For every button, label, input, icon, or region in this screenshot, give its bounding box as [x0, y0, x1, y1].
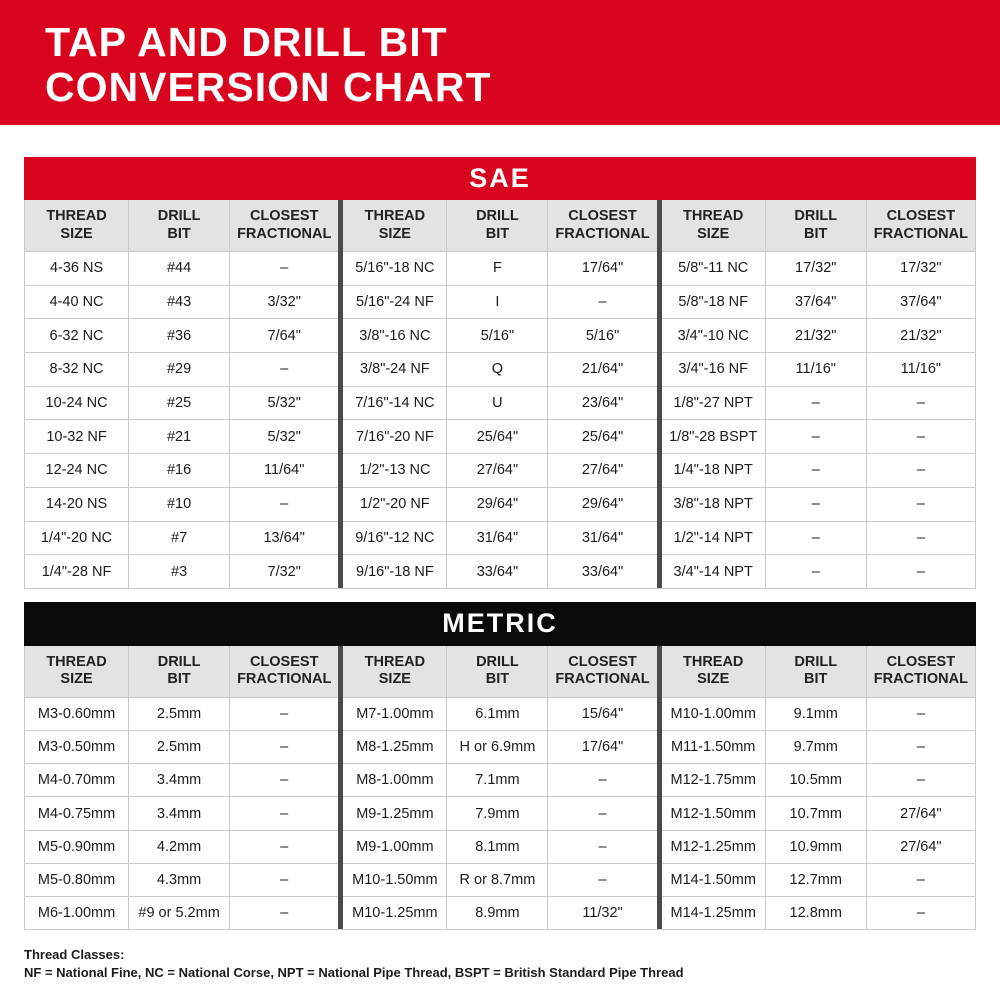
cell-closest-fractional: – [230, 252, 338, 285]
cell-closest-fractional: – [548, 286, 656, 319]
cell-thread-size: M3-0.60mm [25, 698, 128, 730]
cell-drill-bit: 5/16" [447, 319, 547, 352]
cell-drill-bit: 9.1mm [766, 698, 866, 730]
cell-drill-bit: 31/64" [447, 522, 547, 555]
col-header-line1: DRILL [157, 653, 201, 670]
cell-drill-bit: 17/32" [766, 252, 866, 285]
cell-closest-fractional: 5/32" [230, 387, 338, 420]
cell-drill-bit: 9.7mm [766, 731, 866, 763]
cell-thread-size: 6-32 NC [25, 319, 128, 352]
col-header-thread-size [25, 646, 128, 697]
cell-closest-fractional: 21/32" [867, 319, 975, 352]
cell-drill-bit: 7.1mm [447, 764, 547, 796]
cell-thread-size: M9-1.00mm [343, 831, 446, 863]
col-header-line1: DRILL [157, 208, 201, 225]
cell-closest-fractional: – [230, 764, 338, 796]
col-header-line2: FRACTIONAL [237, 671, 332, 688]
cell-drill-bit: I [447, 286, 547, 319]
col-header-line1: CLOSEST [568, 208, 637, 225]
col-header-line2: SIZE [697, 671, 730, 688]
cell-closest-fractional: – [867, 897, 975, 929]
cell-thread-size: 5/8"-11 NC [662, 252, 765, 285]
col-header-line1: CLOSEST [886, 208, 956, 225]
cell-drill-bit: 27/64" [447, 454, 547, 487]
cell-drill-bit: – [766, 555, 866, 588]
col-header-line2: BIT [485, 225, 510, 242]
col-header-thread-size [662, 646, 765, 697]
col-header-line2: FRACTIONAL [555, 225, 650, 242]
metric-table [24, 602, 976, 930]
col-header-line2: SIZE [60, 225, 93, 242]
cell-drill-bit: U [447, 387, 547, 420]
col-header-line2: FRACTIONAL [237, 225, 332, 242]
cell-drill-bit: – [766, 387, 866, 420]
cell-drill-bit: 8.9mm [447, 897, 547, 929]
cell-drill-bit: #29 [129, 353, 229, 386]
cell-thread-size: M12-1.25mm [662, 831, 765, 863]
cell-closest-fractional: 27/64" [867, 797, 975, 829]
cell-drill-bit: 7.9mm [447, 797, 547, 829]
cell-drill-bit: – [766, 420, 866, 453]
cell-drill-bit: #44 [129, 252, 229, 285]
cell-drill-bit: 25/64" [447, 420, 547, 453]
col-header-drill-bit [447, 200, 547, 251]
footnote [24, 946, 976, 981]
col-header-line1: DRILL [476, 208, 519, 225]
cell-thread-size: 1/8"-27 NPT [662, 387, 765, 420]
cell-drill-bit: #36 [129, 319, 229, 352]
cell-closest-fractional: 17/64" [548, 252, 656, 285]
cell-drill-bit: 21/32" [766, 319, 866, 352]
col-header-line1: THREAD [46, 208, 107, 225]
cell-thread-size: M12-1.75mm [662, 764, 765, 796]
cell-closest-fractional: 3/32" [230, 286, 338, 319]
col-header-line2: BIT [167, 671, 191, 688]
col-header-closest-fractional [867, 646, 975, 697]
col-header-line2: SIZE [378, 671, 411, 688]
footnote-heading: Thread Classes: [24, 947, 125, 963]
col-header-line1: CLOSEST [568, 653, 637, 670]
cell-closest-fractional: 17/32" [867, 252, 975, 285]
col-header-drill-bit [129, 200, 229, 251]
cell-thread-size: 4-36 NS [25, 252, 128, 285]
cell-drill-bit: #43 [129, 286, 229, 319]
cell-thread-size: M12-1.50mm [662, 797, 765, 829]
cell-thread-size: M5-0.80mm [25, 864, 128, 896]
cell-drill-bit: R or 8.7mm [447, 864, 547, 896]
cell-drill-bit: #25 [129, 387, 229, 420]
cell-thread-size: 3/8"-24 NF [343, 353, 446, 386]
column-group [25, 646, 338, 929]
col-header-line1: THREAD [682, 208, 744, 225]
cell-thread-size: 3/4"-16 NF [662, 353, 765, 386]
section-band-label: SAE [469, 163, 531, 193]
cell-drill-bit: 2.5mm [129, 731, 229, 763]
cell-thread-size: M14-1.25mm [662, 897, 765, 929]
section-band-metric [24, 602, 976, 646]
cell-drill-bit: 4.3mm [129, 864, 229, 896]
cell-closest-fractional: – [230, 797, 338, 829]
col-header-line1: THREAD [46, 653, 107, 670]
cell-closest-fractional: – [230, 831, 338, 863]
cell-closest-fractional: – [230, 731, 338, 763]
cell-drill-bit: 12.7mm [766, 864, 866, 896]
cell-drill-bit: – [766, 488, 866, 521]
col-header-line1: DRILL [794, 653, 838, 670]
cell-thread-size: 1/4"-18 NPT [662, 454, 765, 487]
cell-thread-size: 5/16"-18 NC [343, 252, 446, 285]
cell-closest-fractional: – [230, 488, 338, 521]
cell-thread-size: M9-1.25mm [343, 797, 446, 829]
cell-drill-bit: 37/64" [766, 286, 866, 319]
col-header-line2: SIZE [378, 225, 411, 242]
cell-drill-bit: 3.4mm [129, 764, 229, 796]
cell-drill-bit: #7 [129, 522, 229, 555]
cell-closest-fractional: 11/16" [867, 353, 975, 386]
conversion-grid [24, 646, 976, 930]
cell-drill-bit: 8.1mm [447, 831, 547, 863]
cell-closest-fractional: 21/64" [548, 353, 656, 386]
column-group [343, 200, 656, 588]
cell-thread-size: M8-1.25mm [343, 731, 446, 763]
cell-closest-fractional: 5/32" [230, 420, 338, 453]
cell-thread-size: M8-1.00mm [343, 764, 446, 796]
cell-thread-size: 12-24 NC [25, 454, 128, 487]
col-header-line1: CLOSEST [249, 653, 319, 670]
cell-thread-size: M5-0.90mm [25, 831, 128, 863]
cell-thread-size: M7-1.00mm [343, 698, 446, 730]
cell-thread-size: 1/2"-14 NPT [662, 522, 765, 555]
cell-thread-size: 1/4"-28 NF [25, 555, 128, 588]
cell-closest-fractional: 5/16" [548, 319, 656, 352]
col-header-drill-bit [766, 646, 866, 697]
cell-drill-bit: F [447, 252, 547, 285]
cell-closest-fractional: – [867, 864, 975, 896]
cell-closest-fractional: – [867, 420, 975, 453]
col-header-line1: DRILL [794, 208, 838, 225]
cell-thread-size: M10-1.50mm [343, 864, 446, 896]
cell-thread-size: M14-1.50mm [662, 864, 765, 896]
section-band-sae [24, 157, 976, 200]
cell-closest-fractional: – [867, 522, 975, 555]
cell-closest-fractional: – [867, 488, 975, 521]
cell-drill-bit: #10 [129, 488, 229, 521]
col-header-drill-bit [447, 646, 547, 697]
col-header-line2: BIT [804, 225, 828, 242]
cell-closest-fractional: – [548, 864, 656, 896]
cell-closest-fractional: 13/64" [230, 522, 338, 555]
cell-closest-fractional: 11/64" [230, 454, 338, 487]
col-header-line2: BIT [804, 671, 828, 688]
cell-closest-fractional: 11/32" [548, 897, 656, 929]
col-header-line1: CLOSEST [886, 653, 956, 670]
col-header-line1: THREAD [682, 653, 744, 670]
col-header-line1: THREAD [364, 653, 426, 670]
cell-closest-fractional: – [548, 831, 656, 863]
footnote-text: NF = National Fine, NC = National Corse, NPT = National Pipe Thread, BSPT = British Standard Pipe Thread [24, 964, 684, 980]
col-header-thread-size [343, 646, 446, 697]
cell-closest-fractional: 31/64" [548, 522, 656, 555]
cell-closest-fractional: – [867, 387, 975, 420]
cell-thread-size: 1/2"-20 NF [343, 488, 446, 521]
sae-table [24, 157, 976, 589]
cell-closest-fractional: 17/64" [548, 731, 656, 763]
cell-thread-size: 3/4"-14 NPT [662, 555, 765, 588]
cell-closest-fractional: 27/64" [867, 831, 975, 863]
cell-closest-fractional: 33/64" [548, 555, 656, 588]
cell-thread-size: M10-1.00mm [662, 698, 765, 730]
col-header-line2: FRACTIONAL [873, 225, 968, 242]
cell-closest-fractional: 25/64" [548, 420, 656, 453]
cell-closest-fractional: – [230, 698, 338, 730]
cell-drill-bit: #3 [129, 555, 229, 588]
cell-drill-bit: 10.7mm [766, 797, 866, 829]
cell-thread-size: 5/8"-18 NF [662, 286, 765, 319]
cell-drill-bit: – [766, 522, 866, 555]
col-header-line2: FRACTIONAL [555, 671, 650, 688]
cell-closest-fractional: – [867, 555, 975, 588]
cell-thread-size: 4-40 NC [25, 286, 128, 319]
col-header-line1: THREAD [364, 208, 426, 225]
col-header-line2: SIZE [697, 225, 730, 242]
cell-drill-bit: 6.1mm [447, 698, 547, 730]
cell-drill-bit: 4.2mm [129, 831, 229, 863]
cell-thread-size: M11-1.50mm [662, 731, 765, 763]
col-header-drill-bit [766, 200, 866, 251]
cell-drill-bit: 12.8mm [766, 897, 866, 929]
cell-drill-bit: 10.9mm [766, 831, 866, 863]
cell-thread-size: M6-1.00mm [25, 897, 128, 929]
cell-closest-fractional: 37/64" [867, 286, 975, 319]
cell-closest-fractional: – [230, 897, 338, 929]
cell-thread-size: 10-32 NF [25, 420, 128, 453]
title-banner [0, 0, 1000, 125]
col-header-closest-fractional [230, 646, 338, 697]
cell-closest-fractional: 23/64" [548, 387, 656, 420]
col-header-thread-size [25, 200, 128, 251]
cell-closest-fractional: 7/64" [230, 319, 338, 352]
cell-thread-size: 9/16"-12 NC [343, 522, 446, 555]
cell-thread-size: 14-20 NS [25, 488, 128, 521]
conversion-grid [24, 200, 976, 589]
cell-closest-fractional: 7/32" [230, 555, 338, 588]
cell-closest-fractional: – [548, 797, 656, 829]
cell-drill-bit: Q [447, 353, 547, 386]
cell-thread-size: 9/16"-18 NF [343, 555, 446, 588]
cell-drill-bit: – [766, 454, 866, 487]
cell-thread-size: 1/8"-28 BSPT [662, 420, 765, 453]
cell-closest-fractional: 15/64" [548, 698, 656, 730]
cell-thread-size: 10-24 NC [25, 387, 128, 420]
section-band-label: METRIC [442, 608, 558, 639]
cell-closest-fractional: – [867, 764, 975, 796]
cell-drill-bit: #21 [129, 420, 229, 453]
cell-closest-fractional: – [230, 864, 338, 896]
cell-thread-size: 3/4"-10 NC [662, 319, 765, 352]
cell-drill-bit: 10.5mm [766, 764, 866, 796]
page-title-line2: CONVERSION CHART [45, 64, 492, 111]
col-header-thread-size [662, 200, 765, 251]
col-header-line2: BIT [485, 671, 510, 688]
col-header-closest-fractional [548, 646, 656, 697]
col-header-line2: SIZE [60, 671, 93, 688]
cell-thread-size: 7/16"-14 NC [343, 387, 446, 420]
page-title-line1: TAP AND DRILL BIT [45, 19, 448, 65]
cell-drill-bit: 2.5mm [129, 698, 229, 730]
cell-thread-size: 1/2"-13 NC [343, 454, 446, 487]
cell-drill-bit: 33/64" [447, 555, 547, 588]
cell-drill-bit: 29/64" [447, 488, 547, 521]
cell-closest-fractional: – [867, 454, 975, 487]
column-group [662, 646, 975, 929]
col-header-closest-fractional [230, 200, 338, 251]
col-header-closest-fractional [867, 200, 975, 251]
cell-thread-size: M4-0.70mm [25, 764, 128, 796]
column-group [662, 200, 975, 588]
cell-thread-size: M4-0.75mm [25, 797, 128, 829]
cell-drill-bit: H or 6.9mm [447, 731, 547, 763]
cell-closest-fractional: 29/64" [548, 488, 656, 521]
col-header-line1: CLOSEST [249, 208, 319, 225]
col-header-line2: BIT [167, 225, 191, 242]
cell-thread-size: 5/16"-24 NF [343, 286, 446, 319]
column-group [25, 200, 338, 588]
col-header-line2: FRACTIONAL [873, 671, 968, 688]
cell-closest-fractional: 27/64" [548, 454, 656, 487]
column-group [343, 646, 656, 929]
col-header-closest-fractional [548, 200, 656, 251]
col-header-thread-size [343, 200, 446, 251]
cell-drill-bit: #16 [129, 454, 229, 487]
col-header-drill-bit [129, 646, 229, 697]
cell-thread-size: 3/8"-18 NPT [662, 488, 765, 521]
cell-drill-bit: 11/16" [766, 353, 866, 386]
cell-closest-fractional: – [867, 698, 975, 730]
cell-thread-size: 1/4"-20 NC [25, 522, 128, 555]
cell-drill-bit: 3.4mm [129, 797, 229, 829]
cell-thread-size: M10-1.25mm [343, 897, 446, 929]
cell-thread-size: 3/8"-16 NC [343, 319, 446, 352]
col-header-line1: DRILL [476, 653, 519, 670]
cell-thread-size: M3-0.50mm [25, 731, 128, 763]
cell-closest-fractional: – [548, 764, 656, 796]
cell-closest-fractional: – [867, 731, 975, 763]
cell-thread-size: 7/16"-20 NF [343, 420, 446, 453]
cell-closest-fractional: – [230, 353, 338, 386]
cell-thread-size: 8-32 NC [25, 353, 128, 386]
cell-drill-bit: #9 or 5.2mm [129, 897, 229, 929]
